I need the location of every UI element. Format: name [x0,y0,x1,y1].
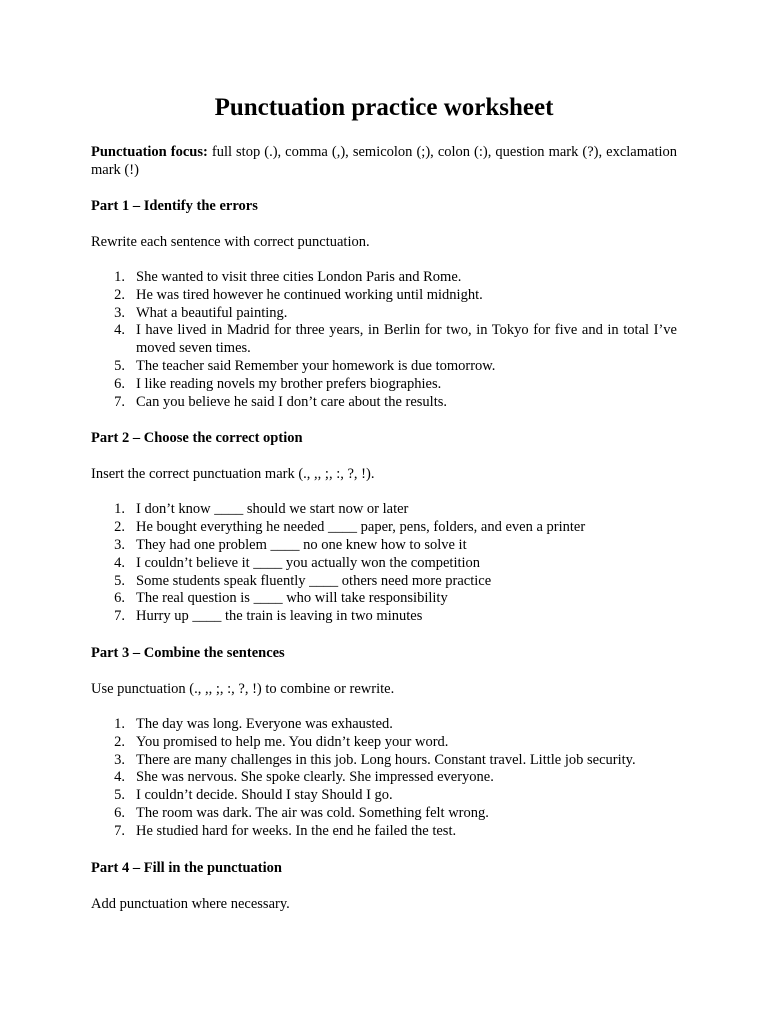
list-item [91,322,677,358]
item-text: What a beautiful painting. [136,304,288,321]
part-4-heading: Part 4 – Fill in the punctuation [91,859,282,876]
item-number: 7. [114,393,125,410]
focus-text: full stop (.), comma (,), semicolon (;), colon (:), question mark (?), exclamation mark (!) [91,144,678,178]
item-text: There are many challenges in this job. Long hours. Constant travel. Little job security. [136,751,636,768]
part-2-heading: Part 2 – Choose the correct option [91,430,303,447]
item-number: 2. [114,733,125,750]
item-number: 6. [114,375,125,392]
part-3-list [91,716,677,841]
item-number: 5. [114,787,125,804]
list-item [91,555,677,573]
part-1-instruction: Rewrite each sentence with correct punctuation. [91,234,370,250]
item-number: 7. [114,822,125,839]
item-text: I like reading novels my brother prefers biographies. [136,375,442,392]
item-text: I couldn’t believe it ____ you actually won the competition [136,554,481,571]
item-number: 4. [114,769,125,786]
item-number: 5. [114,572,125,589]
item-text: You promised to help me. You didn’t keep your word. [136,733,449,750]
item-number: 3. [114,304,125,321]
list-item [91,823,677,841]
item-number: 1. [114,501,125,518]
part-1-heading: Part 1 – Identify the errors [91,198,258,214]
punctuation-focus [91,143,677,179]
item-number: 5. [114,357,125,374]
list-item [91,769,677,787]
part-4-instruction: Add punctuation where necessary. [91,895,290,912]
list-item [91,519,677,537]
item-text: He studied hard for weeks. In the end he failed the test. [136,822,457,839]
part-4 [91,859,677,913]
item-number: 3. [114,751,125,768]
item-text: Some students speak fluently ____ others need more practice [136,572,492,589]
part-2 [91,429,677,626]
item-text: I don’t know ____ should we start now or later [136,501,409,518]
item-text: The day was long. Everyone was exhausted. [136,715,393,732]
list-item [91,787,677,805]
item-number: 6. [114,804,125,821]
item-text: The real question is ____ who will take responsibility [136,590,448,607]
list-item [91,608,677,626]
item-number: 2. [114,286,125,303]
item-number: 1. [114,269,125,285]
item-number: 7. [114,608,125,625]
focus-label: Punctuation focus: [91,144,208,160]
list-item [91,805,677,823]
list-item [91,752,677,770]
list-item [91,573,677,591]
item-text: They had one problem ____ no one knew how to solve it [136,536,467,553]
list-item [91,358,677,376]
list-item [91,501,677,519]
list-item [91,269,677,287]
item-text: She was nervous. She spoke clearly. She impressed everyone. [136,769,494,786]
list-item [91,734,677,752]
list-item [91,376,677,394]
item-number: 4. [114,322,125,339]
item-text: I have lived in Madrid for three years, in Berlin for two, in Tokyo for five and in total I’ve moved seven times. [136,322,677,357]
list-item [91,394,677,412]
list-item [91,287,677,305]
item-text: The teacher said Remember your homework is due tomorrow. [136,357,496,374]
item-text: Hurry up ____ the train is leaving in two minutes [136,608,423,625]
item-number: 2. [114,519,125,536]
item-text: He was tired however he continued working until midnight. [136,286,483,303]
list-item [91,537,677,555]
item-text: The room was dark. The air was cold. Something felt wrong. [136,804,489,821]
part-1-list [91,269,677,411]
item-number: 6. [114,590,125,607]
item-text: He bought everything he needed ____ paper, pens, folders, and even a printer [136,519,586,536]
part-2-instruction: Insert the correct punctuation mark (., ,, ;, :, ?, !). [91,466,375,483]
item-text: I couldn’t decide. Should I stay Should I go. [136,787,393,804]
part-3-heading: Part 3 – Combine the sentences [91,644,285,661]
page-title: Punctuation practice worksheet [214,94,554,121]
item-text: Can you believe he said I don’t care about the results. [136,393,447,410]
part-1 [91,197,677,411]
item-text: She wanted to visit three cities London Paris and Rome. [136,269,462,285]
item-number: 4. [114,554,125,571]
part-2-list [91,501,677,626]
part-3-instruction: Use punctuation (., ,, ;, :, ?, !) to combine or rewrite. [91,680,395,697]
list-item [91,716,677,734]
item-number: 1. [114,715,125,732]
list-item [91,305,677,323]
item-number: 3. [114,536,125,553]
list-item [91,590,677,608]
part-3 [91,644,677,841]
